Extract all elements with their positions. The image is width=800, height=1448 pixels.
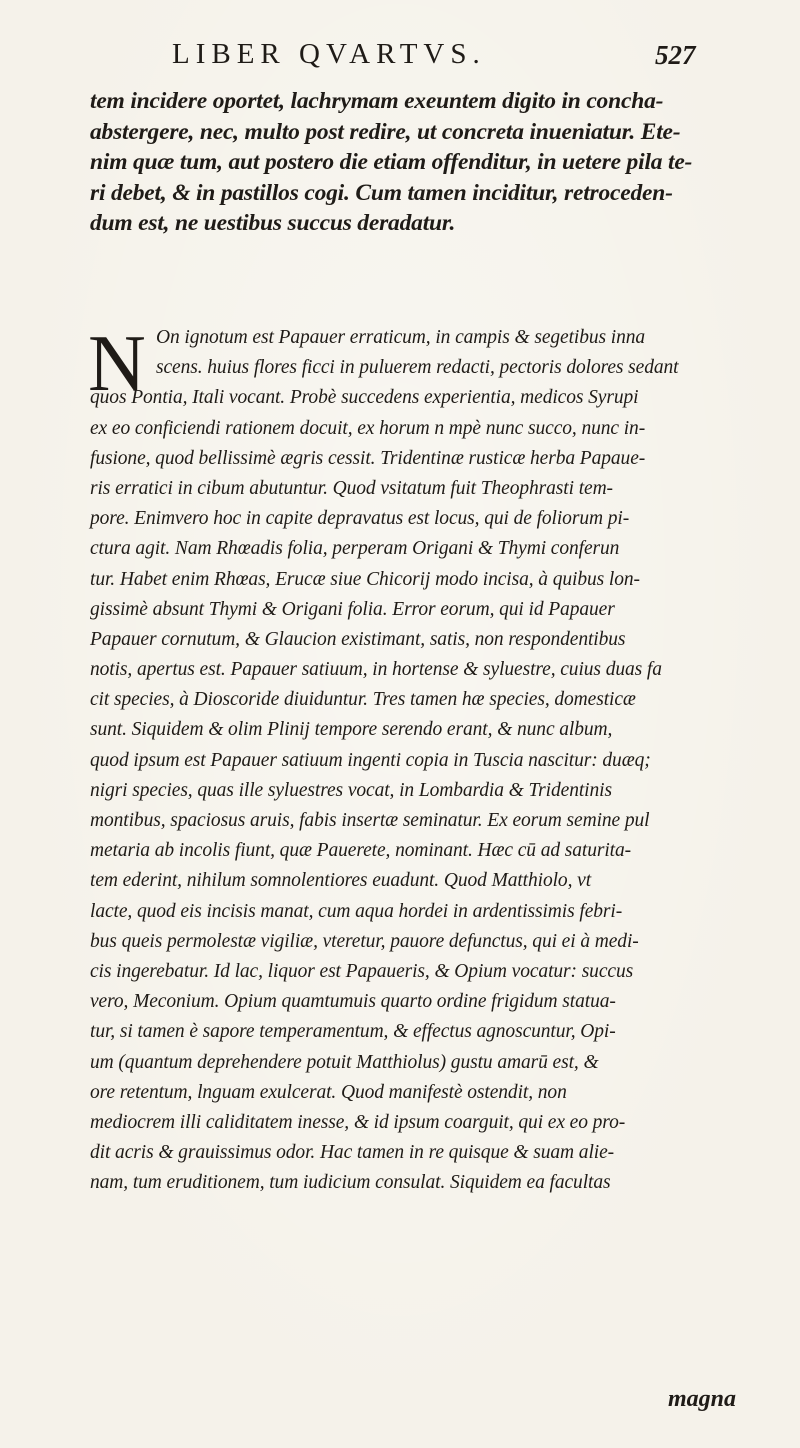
text-line: tem incidere oportet, lachrymam exeuntem digito in concha- [90, 88, 664, 114]
text-line: dit acris & grauissimus odor. Hac tamen in re quisque & suam alie- [90, 1142, 615, 1164]
text-line: Papauer cornutum, & Glaucion existimant, satis, non respondentibus [90, 628, 626, 650]
text-line: quos Pontia, Itali vocant. Probè succedens experientia, medicos Syrupi [90, 387, 639, 409]
text-line: nim quæ tum, aut postero die etiam offenditur, in uetere pila te- [90, 149, 693, 175]
text-line: cis ingerebatur. Id lac, liquor est Papaueris, & Opium vocatur: succus [90, 960, 634, 982]
text-line: On ignotum est Papauer erraticum, in campis & segetibus inna [156, 327, 646, 348]
text-line: notis, apertus est. Papauer satiuum, in hortense & syluestre, cuius duas fa [90, 659, 662, 681]
text-line: quod ipsum est Papauer satiuum ingenti copia in Tuscia nascitur: duæq; [90, 749, 651, 771]
catchword: magna [668, 1386, 737, 1412]
text-line: ri debet, & in pastillos cogi. Cum tamen inciditur, retroceden- [90, 179, 673, 206]
running-head [0, 38, 800, 78]
text-line: ris erratici in cibum abutuntur. Quod vsitatum fuit Theophrasti tem- [90, 477, 613, 499]
text-line: scens. huius flores ficci in puluerem redacti, pectoris dolores sedant [156, 357, 679, 379]
text-line: pore. Enimvero hoc in capite depravatus est locus, qui de foliorum pi- [90, 508, 630, 530]
running-head-title: LIBER QVARTVS. [172, 38, 486, 70]
text-line: ore retentum, lnguam exulcerat. Quod manifestè ostendit, non [90, 1081, 567, 1103]
text-line: um (quantum deprehendere potuit Matthiolus) gustu amarū est, & [90, 1051, 599, 1073]
text-line: tem ederint, nihilum somnolentiores euadunt. Quod Matthiolo, vt [90, 870, 592, 892]
text-line: tur. Habet enim Rhœas, Erucæ siue Chicorij modo incisa, à quibus lon- [90, 568, 640, 590]
text-line: sunt. Siquidem & olim Plinij tempore serendo erant, & nunc album, [90, 719, 613, 741]
text-line: gissimè absunt Thymi & Origani folia. Error eorum, qui id Papauer [90, 598, 615, 620]
text-line: metaria ab incolis fiunt, quæ Pauerete, nominant. Hæc cū ad saturita- [90, 840, 632, 862]
text-line: montibus, spaciosus aruis, fabis insertæ seminatur. Ex eorum semine pul [90, 810, 650, 831]
text-line: vero, Meconium. Opium quamtumuis quarto ordine frigidum statua- [90, 991, 616, 1013]
text-line: ctura agit. Nam Rhœadis folia, perperam Origani & Thymi conferun [90, 538, 620, 560]
main-paragraph [88, 320, 750, 1198]
text-line: nigri species, quas ille syluestres vocat, in Lombardia & Tridentinis [90, 779, 612, 801]
text-line: fusione, quod bellissimè ægris cessit. Tridentinæ rusticæ herba Papaue- [90, 447, 646, 469]
text-line: bus queis permolestæ vigiliæ, vteretur, pauore defunctus, qui ei à medi- [90, 930, 639, 952]
text-line: cit species, à Dioscoride diuiduntur. Tres tamen hæ species, domesticæ [90, 689, 636, 711]
text-line: dum est, ne uestibus succus deradatur. [90, 210, 456, 236]
text-line: ex eo conficiendi rationem docuit, ex horum n mpè nunc succo, nunc in- [90, 417, 646, 439]
page-number: 527 [655, 40, 696, 70]
text-line: nam, tum eruditionem, tum iudicium consulat. Siquidem ea facultas [90, 1172, 611, 1194]
drop-cap-initial: N [88, 320, 146, 408]
top-paragraph [90, 86, 750, 239]
text-line: abstergere, nec, multo post redire, ut concreta inueniatur. Ete- [90, 118, 681, 145]
text-line: tur, si tamen è sapore temperamentum, & effectus agnoscuntur, Opi- [90, 1021, 616, 1043]
text-line: mediocrem illi caliditatem inesse, & id ipsum coarguit, qui ex eo pro- [90, 1111, 626, 1133]
text-line: lacte, quod eis incisis manat, cum aqua hordei in ardentissimis febri- [90, 900, 623, 922]
